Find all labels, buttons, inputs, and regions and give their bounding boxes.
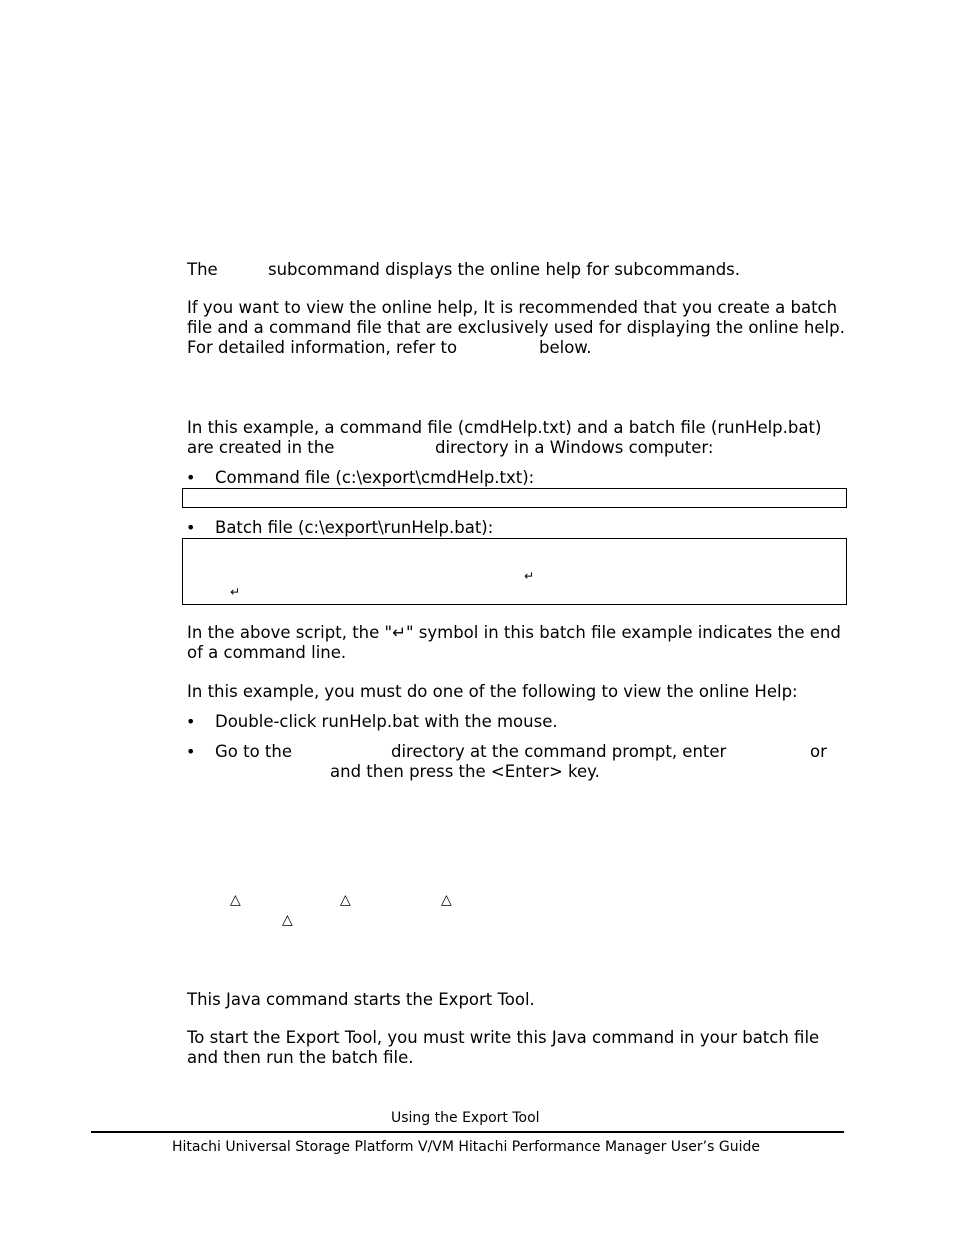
- return-symbol-2: ↵: [230, 585, 241, 599]
- example-para-line-2b: directory in a Windows computer:: [435, 438, 714, 457]
- help-para-line-2: file and a command file that are exclusively used for displaying the online help.: [187, 318, 845, 337]
- space-symbol-1: △: [230, 892, 241, 908]
- option-2-text-c: or: [810, 742, 827, 761]
- space-symbol-4: △: [282, 912, 293, 928]
- note-line-1: In the above script, the "↵" symbol in this batch file example indicates the end: [187, 623, 841, 642]
- java-para-1: This Java command starts the Export Tool.: [187, 990, 535, 1009]
- bullet-option-2: •: [186, 742, 196, 761]
- help-intro-lead: The: [187, 260, 218, 279]
- footer-chapter: Using the Export Tool: [391, 1110, 540, 1126]
- space-symbol-3: △: [441, 892, 452, 908]
- howto-text: In this example, you must do one of the following to view the online Help:: [187, 682, 798, 701]
- command-file-code-box: [182, 488, 847, 508]
- option-2-text-a: Go to the: [215, 742, 293, 761]
- batch-file-label: Batch file (c:\export\runHelp.bat):: [215, 518, 494, 537]
- help-para-line-3a: For detailed information, refer to: [187, 338, 458, 357]
- return-symbol-1: ↵: [524, 569, 535, 583]
- batch-file-code-box: [182, 538, 847, 605]
- note-line-2: of a command line.: [187, 643, 347, 662]
- option-2-text-d: and then press the <Enter> key.: [330, 762, 600, 781]
- java-para-2-line-1: To start the Export Tool, you must write this Java command in your batch file: [187, 1028, 820, 1047]
- help-intro-text: subcommand displays the online help for subcommands.: [268, 260, 741, 279]
- bullet-option-1: •: [186, 712, 196, 731]
- example-para-line-2a: are created in the: [187, 438, 335, 457]
- option-1-text: Double-click runHelp.bat with the mouse.: [215, 712, 558, 731]
- bullet-batch-file: •: [186, 518, 196, 537]
- example-para-line-1: In this example, a command file (cmdHelp.txt) and a batch file (runHelp.bat): [187, 418, 822, 437]
- help-para-line-3b: below.: [539, 338, 592, 357]
- space-symbol-2: △: [340, 892, 351, 908]
- bullet-command-file: •: [186, 468, 196, 487]
- footer-book-title: Hitachi Universal Storage Platform V/VM Hitachi Performance Manager User’s Guide: [172, 1139, 760, 1155]
- footer-rule: [91, 1131, 844, 1133]
- help-para-line-1: If you want to view the online help, It is recommended that you create a batch: [187, 298, 838, 317]
- command-file-label: Command file (c:\export\cmdHelp.txt):: [215, 468, 535, 487]
- java-para-2-line-2: and then run the batch file.: [187, 1048, 414, 1067]
- option-2-text-b: directory at the command prompt, enter: [391, 742, 727, 761]
